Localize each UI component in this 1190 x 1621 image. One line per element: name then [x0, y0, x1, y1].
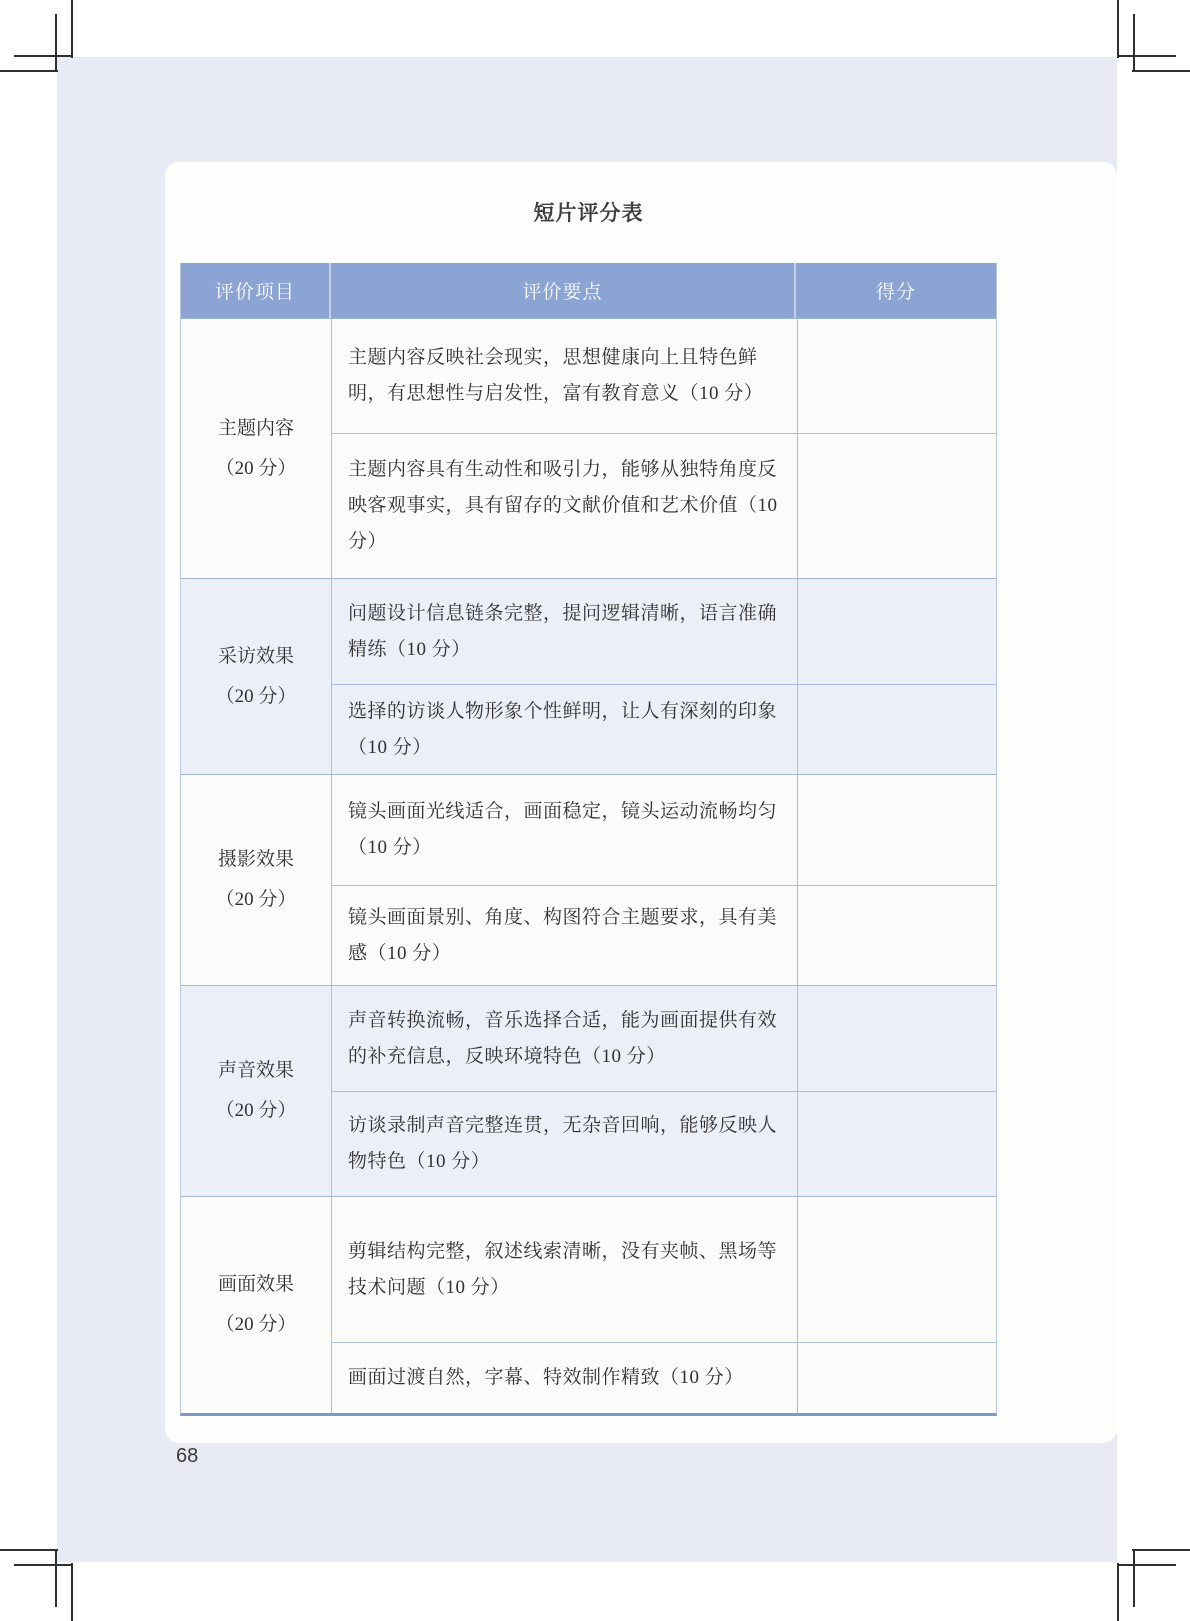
criteria-cell	[332, 1343, 797, 1413]
score-cell	[797, 1343, 996, 1413]
score-cell	[797, 434, 996, 578]
criteria-text: 镜头画面光线适合，画面稳定，镜头运动流畅均匀（10 分）	[348, 801, 778, 858]
criteria-cell	[332, 579, 797, 684]
category-cell	[181, 986, 331, 1196]
table-section	[181, 318, 996, 578]
table-row	[332, 1091, 996, 1196]
category-points: （20 分）	[215, 889, 297, 910]
criteria-text: 问题设计信息链条完整，提问逻辑清晰，语言准确精练（10 分）	[348, 602, 778, 660]
page-number: 68	[176, 1445, 199, 1467]
score-cell	[797, 1092, 996, 1196]
criteria-cell	[332, 1092, 797, 1196]
table-row	[332, 684, 996, 774]
criteria-text: 访谈录制声音完整连贯，无杂音回响，能够反映人物特色（10 分）	[348, 1115, 778, 1172]
table-row	[332, 433, 996, 578]
score-cell	[797, 685, 996, 774]
score-cell	[797, 986, 996, 1091]
category-label: 声音效果	[217, 1060, 294, 1081]
category-cell	[181, 579, 331, 774]
criteria-text: 画面过渡自然，字幕、特效制作精致（10 分）	[348, 1367, 744, 1388]
table-row	[332, 1197, 996, 1342]
category-points: （20 分）	[215, 457, 297, 479]
table-section	[181, 985, 996, 1196]
criteria-cell	[332, 986, 797, 1091]
criteria-cell	[332, 319, 797, 433]
table-row	[332, 1342, 996, 1413]
table-section	[181, 1196, 996, 1413]
table-row	[332, 986, 996, 1091]
table-section	[181, 774, 996, 985]
header-cell-1: 评价要点	[331, 263, 796, 318]
category-points: （20 分）	[215, 1314, 297, 1335]
category-cell	[181, 319, 331, 578]
score-cell	[797, 579, 996, 684]
category-label: 主题内容	[217, 417, 294, 439]
criteria-text: 主题内容反映社会现实，思想健康向上且特色鲜明，有思想性与启发性，富有教育意义（10 分）	[348, 347, 764, 404]
header-cell-0: 评价项目	[181, 263, 331, 318]
criteria-cell	[332, 685, 797, 774]
score-cell	[797, 1197, 996, 1342]
category-cell	[181, 1197, 331, 1413]
score-table	[180, 263, 997, 1416]
score-cell	[797, 319, 996, 433]
table-row	[332, 579, 996, 684]
criteria-cell	[332, 886, 797, 985]
table-row	[332, 885, 996, 985]
criteria-cell	[332, 775, 797, 885]
criteria-cell	[332, 434, 797, 578]
criteria-text: 主题内容具有生动性和吸引力，能够从独特角度反映客观事实，具有留存的文献价值和艺术价值（10 分）	[348, 459, 778, 552]
table-header-row	[181, 263, 996, 318]
criteria-text: 声音转换流畅，音乐选择合适，能为画面提供有效的补充信息，反映环境特色（10 分）	[348, 1009, 778, 1067]
table-body	[181, 318, 996, 1413]
table-section	[181, 578, 996, 774]
score-cell	[797, 775, 996, 885]
category-label: 摄影效果	[217, 849, 294, 870]
table-row	[332, 319, 996, 433]
header-cell-2: 得分	[875, 282, 916, 303]
criteria-text: 镜头画面景别、角度、构图符合主题要求，具有美感（10 分）	[348, 906, 778, 964]
criteria-text: 选择的访谈人物形象个性鲜明，让人有深刻的印象（10 分）	[348, 700, 778, 758]
criteria-cell	[332, 1197, 797, 1342]
page-title: 短片评分表	[533, 202, 644, 225]
category-points: （20 分）	[215, 685, 297, 707]
category-label: 画面效果	[217, 1274, 294, 1295]
category-label: 采访效果	[217, 645, 294, 667]
category-points: （20 分）	[215, 1100, 297, 1121]
table-row	[332, 775, 996, 885]
criteria-text: 剪辑结构完整，叙述线索清晰，没有夹帧、黑场等技术问题（10 分）	[348, 1240, 778, 1298]
category-cell	[181, 775, 331, 985]
score-cell	[797, 886, 996, 985]
